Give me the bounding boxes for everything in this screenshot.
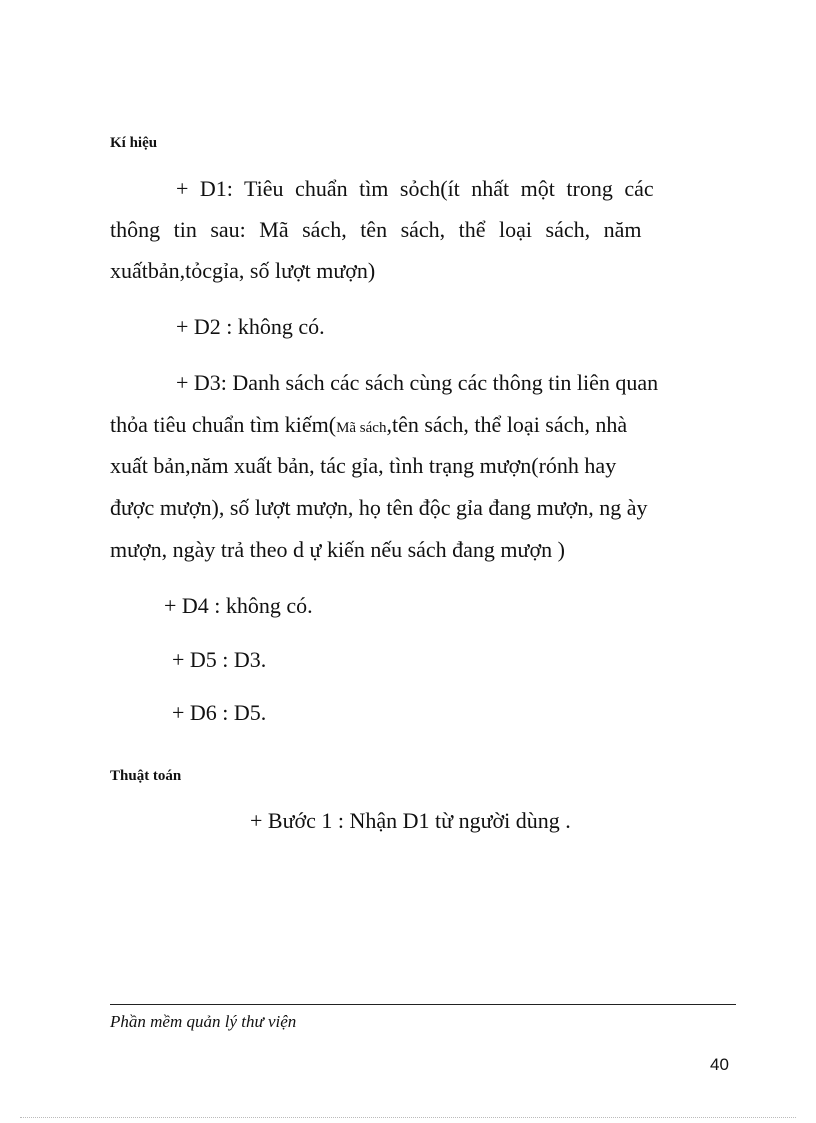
d3-line-2 (110, 412, 627, 438)
page-number: 40 (710, 1055, 729, 1074)
footer-title: Phần mềm quản lý thư viện (110, 1012, 297, 1031)
heading-ki-hieu: Kí hiệu (110, 135, 158, 151)
footer-rule (110, 1004, 736, 1005)
d1-line-2: thông tin sau: Mã sách, tên sách, thể loại sách, năm (110, 217, 642, 242)
d3-line-5: mượn, ngày trả theo d ự kiến nếu sách đang mượn ) (110, 537, 565, 562)
d2-line: + D2 : không có. (176, 314, 325, 339)
d6-line: + D6 : D5. (172, 700, 267, 725)
d3-line-1: + D3: Danh sách các sách cùng các thông tin liên quan (176, 370, 659, 395)
d3-line-4: được mượn), số lượt mượn, họ tên độc gỉa đang mượn, ng ày (110, 495, 648, 520)
d3-line-2-part-b: ,tên sách, thể loại sách, nhà (386, 412, 628, 437)
heading-thuat-toan: Thuật toán (110, 768, 182, 784)
d3-line-2-small: Mã sách (336, 420, 387, 436)
d1-line-1: + D1: Tiêu chuẩn tìm sỏch(ít nhất một trong các (176, 176, 654, 201)
d4-line: + D4 : không có. (164, 593, 313, 618)
page-bottom-border (20, 1117, 796, 1118)
d5-line: + D5 : D3. (172, 647, 267, 672)
d1-line-3: xuấtbản,tỏcgỉa, số lượt mượn) (110, 258, 376, 283)
step-1-line: + Bước 1 : Nhận D1 từ người dùng . (250, 808, 571, 833)
d3-line-3: xuất bản,năm xuất bản, tác gỉa, tình trạng mượn(rónh hay (110, 453, 617, 478)
d3-line-2-part-a: thỏa tiêu chuẩn tìm kiếm( (110, 412, 337, 437)
